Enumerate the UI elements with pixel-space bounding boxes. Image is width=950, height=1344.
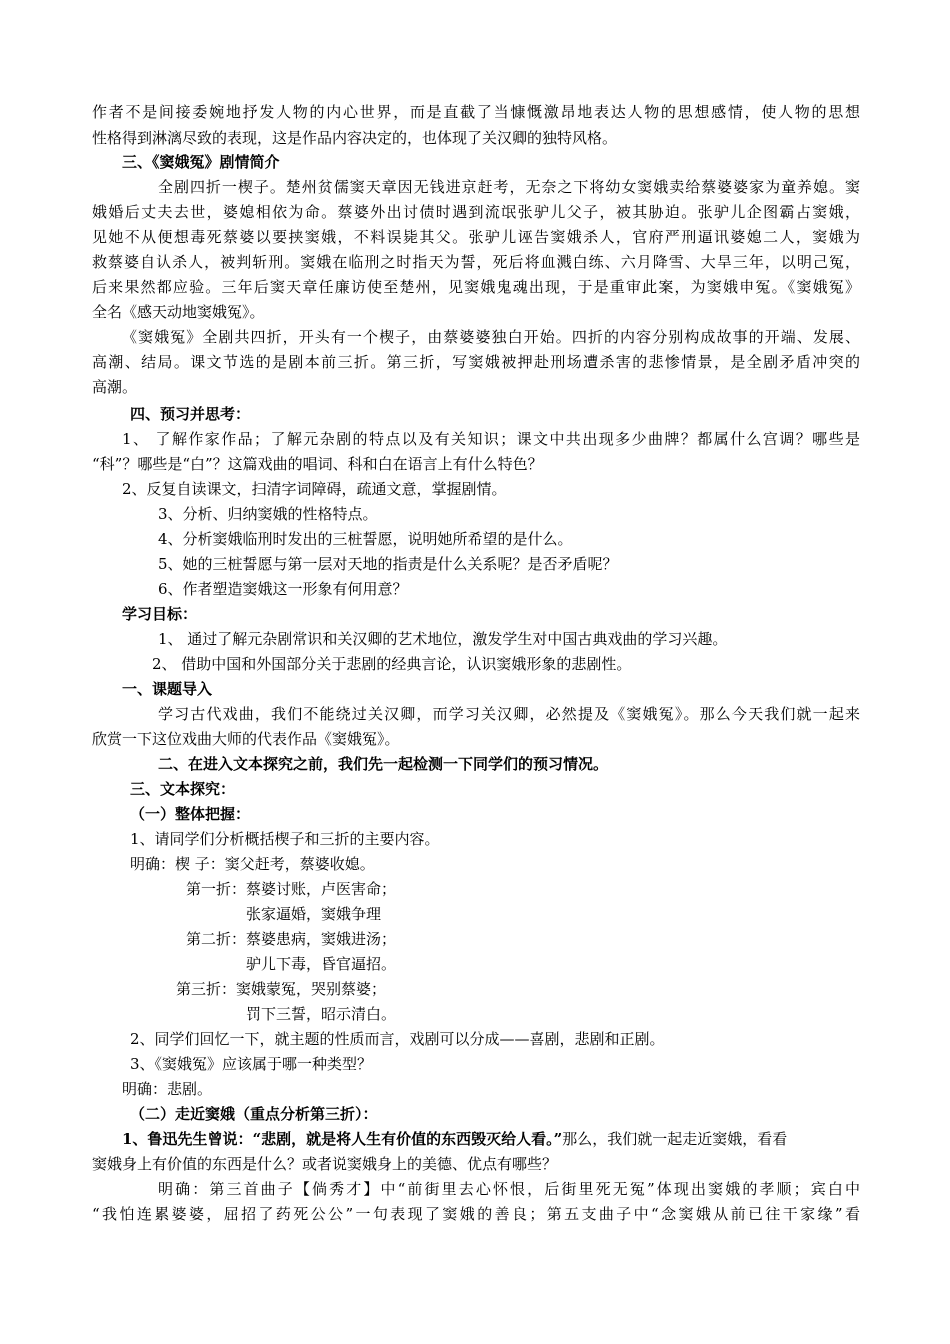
paragraph-line: 《窦娥冤》全剧共四折，开头有一个楔子，由蔡婆婆独白开始。四折的内容分别构成故事的开端、发展、 [122,328,860,346]
section-heading: 三、《窦娥冤》剧情简介 [122,153,280,171]
section-heading: 学习目标： [122,605,198,623]
subsection-heading: （二）走近窦娥（重点分析第三折）： [130,1105,378,1123]
subsection-heading: （一）整体把握： [130,805,251,823]
summary-line: 第二折：蔡婆患病，窦娥进汤； [186,930,397,948]
paragraph-line: 救蔡婆自认杀人，被判斩刑。窦娥在临刑之时指天为誓，死后将血溅白练、六月降雪、大旱三年，以明己冤， [92,253,860,271]
list-item: 6、作者塑造窦娥这一形象有何用意？ [158,580,408,598]
paragraph-line: 娥婚后丈夫去世，婆媳相依为命。蔡婆外出讨债时遇到流氓张驴儿父子，被其胁迫。张驴儿企图霸占窦娥， [92,203,860,221]
summary-line: 驴儿下毒，昏官逼招。 [246,955,397,973]
paragraph-line: 明确：悲剧。 [122,1080,213,1098]
paragraph-line: “我怕连累婆婆，屈招了药死公公”一句表现了窦娥的善良；第五支曲子中“念窦娥从前已往干家缘”看 [92,1205,860,1223]
summary-line: 张家逼婚，窦娥争理 [246,905,382,923]
paragraph-line: 窦娥身上有价值的东西是什么？或者说窦娥身上的美德、优点有哪些？ [92,1155,558,1173]
section-heading: 一、课题导入 [122,680,213,698]
paragraph-line: 作者不是间接委婉地抒发人物的内心世界，而是直截了当慷慨激昂地表达人物的思想感情，使人物的思想 [92,103,860,121]
summary-line: 第三折：窦娥蒙冤，哭别蔡婆； [176,980,387,998]
section-heading: 三、文本探究： [130,780,236,798]
summary-line: 第一折：蔡婆讨账，卢医害命； [186,880,397,898]
list-item: 3、《窦娥冤》应该属于哪一种类型？ [130,1055,373,1073]
summary-line: 罚下三誓，昭示清白。 [246,1005,397,1023]
paragraph-line: 见她不从便想毒死蔡婆以要挟窦娥，不料误毙其父。张驴儿诬告窦娥杀人，官府严刑逼讯婆媳二人，窦娥为 [92,228,860,246]
paragraph-line: 高潮、结局。课文节选的是剧本前三折。第三折，写窦娥被押赴刑场遭杀害的悲惨情景，是全剧矛盾冲突的 [92,353,860,371]
paragraph-line: 明确：第三首曲子【倘秀才】中“前街里去心怀恨，后街里死无冤”体现出窦娥的孝顺；宾白中 [158,1180,860,1198]
paragraph-line: 性格得到淋漓尽致的表现，这是作品内容决定的，也体现了关汉卿的独特风格。 [92,129,618,147]
section-heading: 二、在进入文本探究之前，我们先一起检测一下同学们的预习情况。 [158,755,609,773]
list-item: 4、分析窦娥临刑时发出的三桩誓愿，说明她所希望的是什么。 [158,530,573,548]
list-item: 2、反复自读课文，扫清字词障碍，疏通文意，掌握剧情。 [122,480,507,498]
list-item: 1、 了解作家作品；了解元杂剧的特点以及有关知识；课文中共出现多少曲牌？都属什么宫调？哪些是 [122,430,860,448]
list-item: 1、 通过了解元杂剧常识和关汉卿的艺术地位，激发学生对中国古典戏曲的学习兴趣。 [158,630,728,648]
paragraph-line: 后来果然都应验。三年后窦天章任廉访使至楚州，见窦娥鬼魂出现，于是重审此案，为窦娥申冤。《窦娥冤》 [92,278,860,296]
quote-line [122,1127,787,1151]
list-item: 2、同学们回忆一下，就主题的性质而言，戏剧可以分成——喜剧，悲剧和正剧。 [130,1030,665,1048]
list-item: 5、她的三桩誓愿与第一层对天地的指责是什么关系呢？是否矛盾呢？ [158,555,618,573]
summary-line: 明确：楔 子：窦父赶考，蔡婆收媳。 [130,855,375,873]
lu-xun-quote: 1、鲁迅先生曾说：“悲剧，就是将人生有价值的东西毁灭给人看。” [122,1130,563,1148]
list-item: 3、分析、归纳窦娥的性格特点。 [158,505,378,523]
section-heading: 四、预习并思考： [130,405,251,423]
list-item: 2、 借助中国和外国部分关于悲剧的经典言论，认识窦娥形象的悲剧性。 [152,655,632,673]
paragraph-line: 高潮。 [92,378,138,396]
paragraph-line: 欣赏一下这位戏曲大师的代表作品《窦娥冤》。 [92,730,400,748]
list-item: 1、请同学们分析概括楔子和三折的主要内容。 [130,830,440,848]
paragraph-line: 全剧四折一楔子。楚州贫儒窦天章因无钱进京赶考，无奈之下将幼女窦娥卖给蔡婆婆家为童养媳。窦 [158,178,860,196]
paragraph-line: 全名《感天动地窦娥冤》。 [92,303,265,321]
paragraph-line: “科”？哪些是“白”？这篇戏曲的唱词、科和白在语言上有什么特色？ [92,455,543,473]
paragraph-line: 学习古代戏曲，我们不能绕过关汉卿，而学习关汉卿，必然提及《窦娥冤》。那么今天我们就一起来 [158,705,860,723]
paragraph-text: 那么，我们就一起走近窦娥，看看 [562,1130,788,1148]
